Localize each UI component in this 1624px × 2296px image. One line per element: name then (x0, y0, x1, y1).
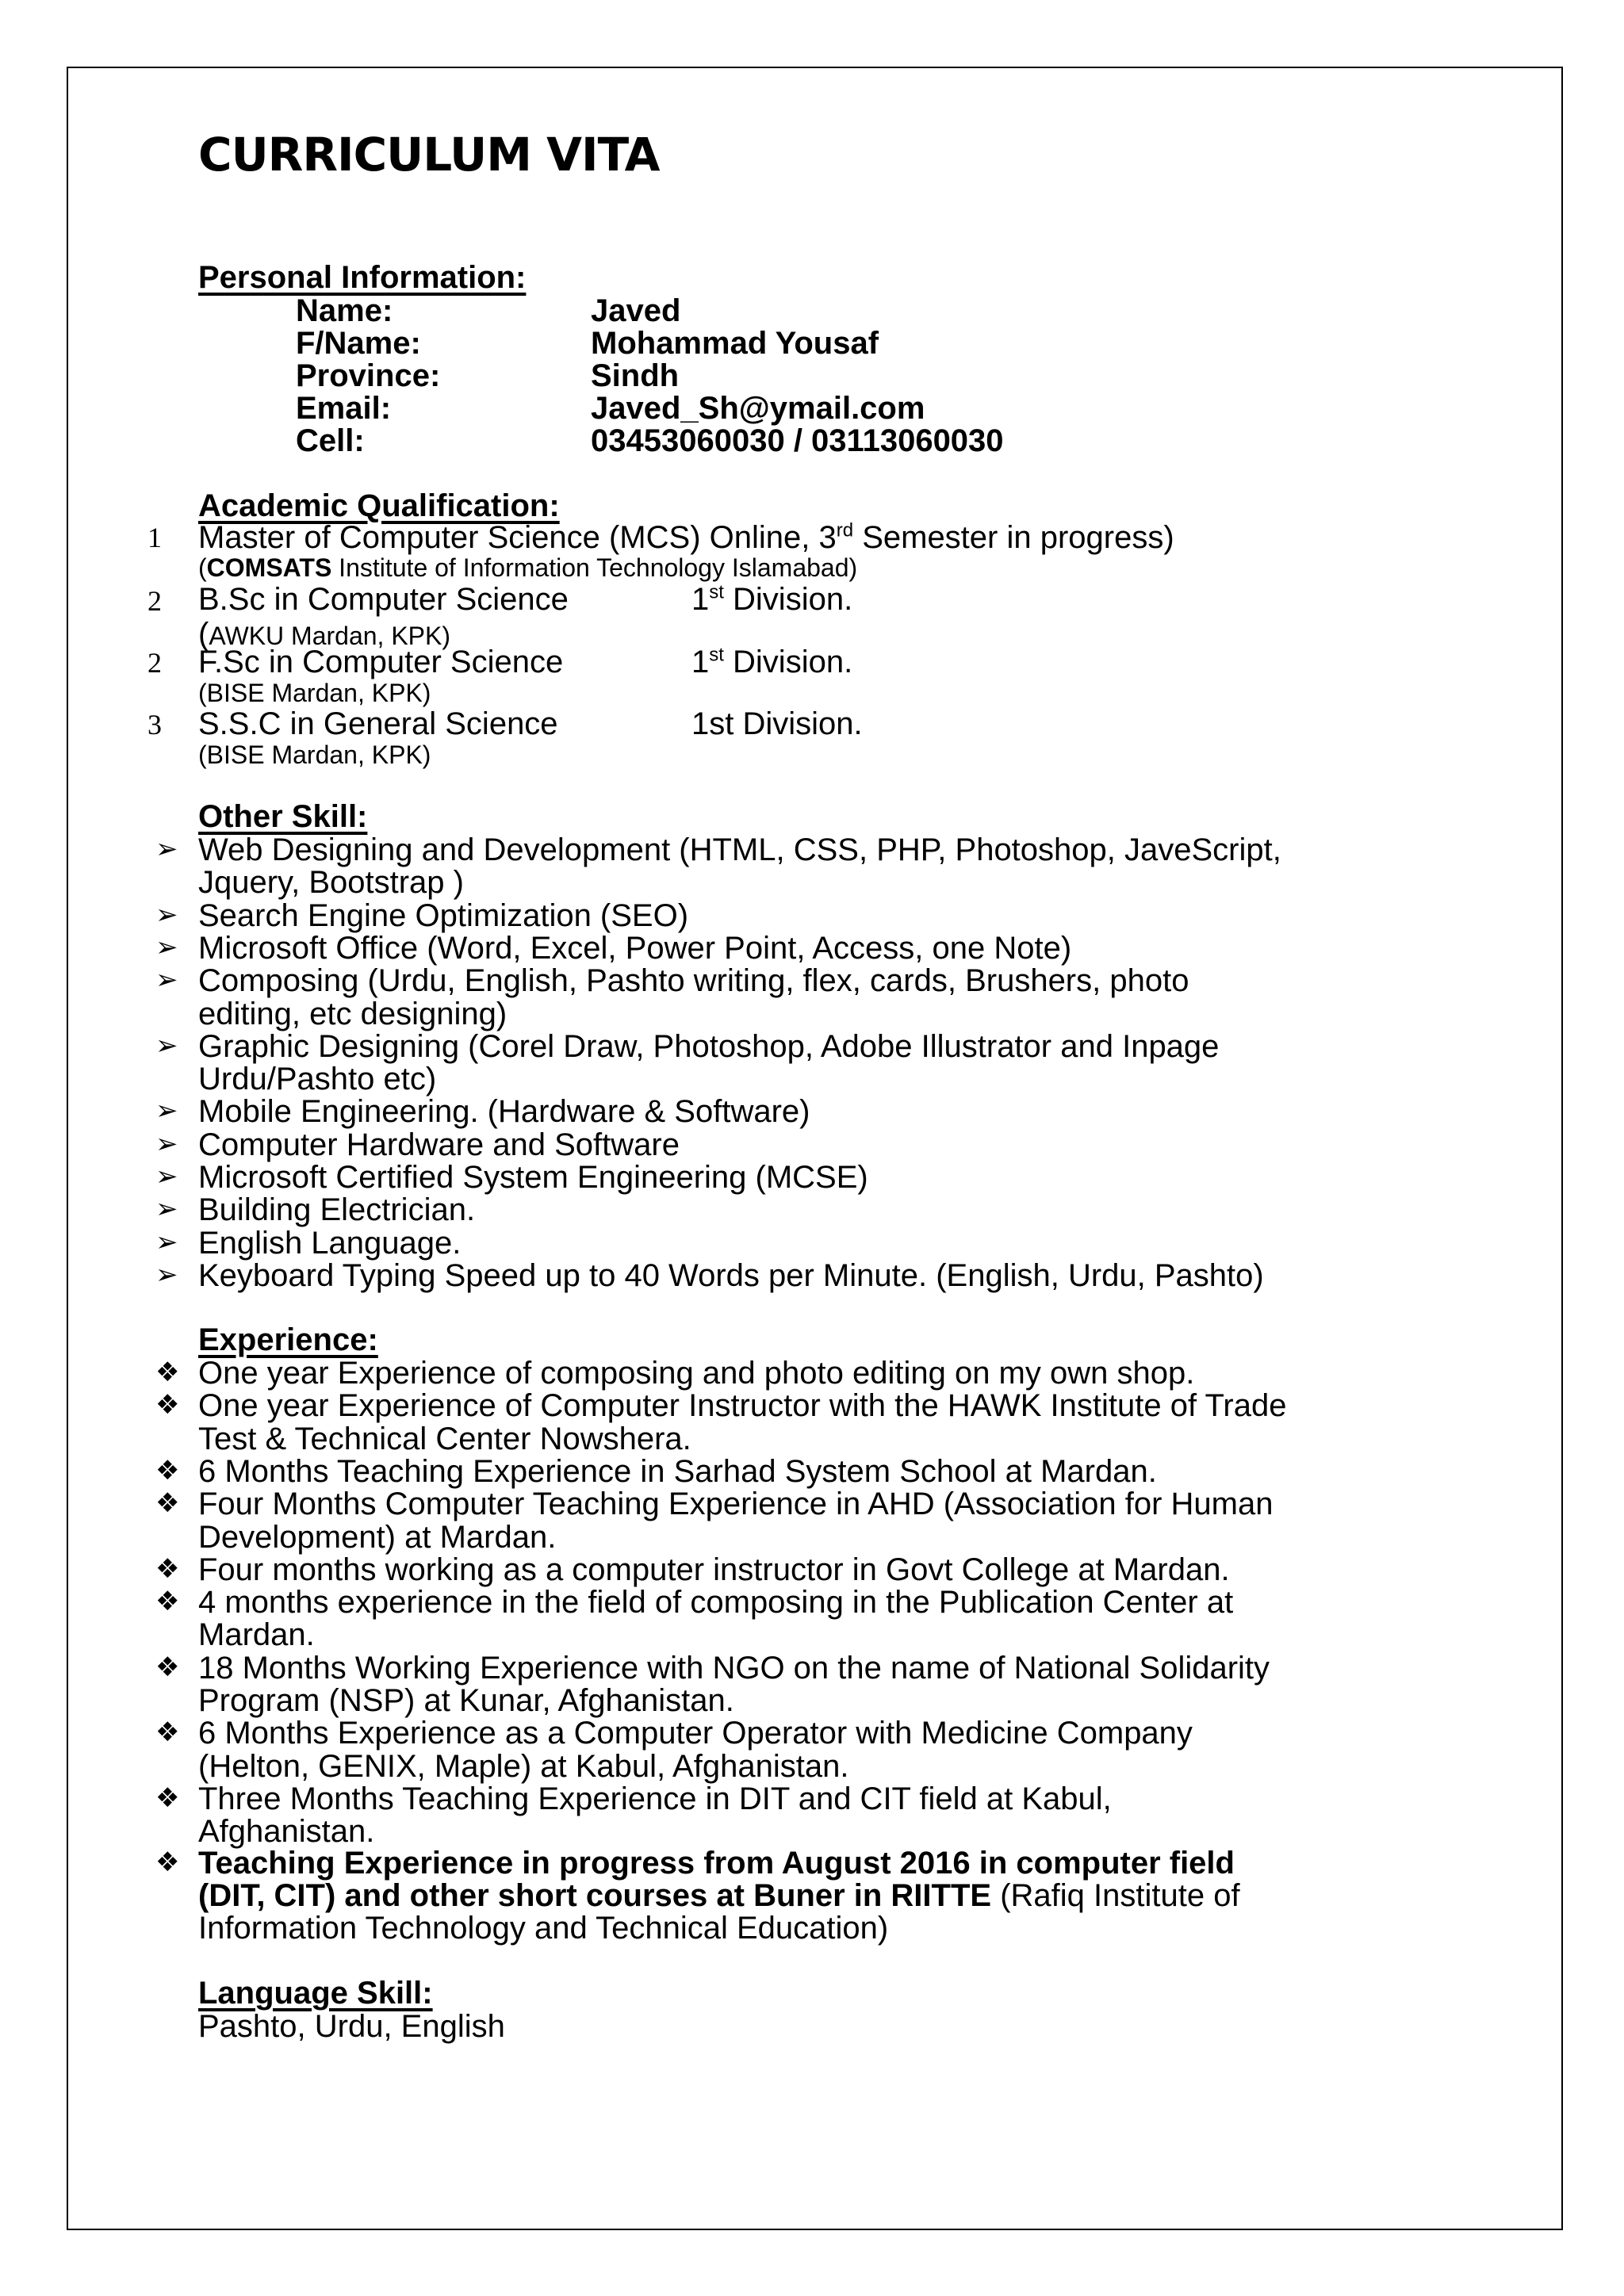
diamond-bullet-icon: ❖ (155, 1357, 180, 1388)
academic-item: F.Sc in Computer Science (198, 645, 564, 679)
province-label: Province: (296, 358, 441, 393)
skill-item: Web Designing and Development (HTML, CSS, PHP, Photoshop, JaveScript, (198, 832, 1281, 867)
arrow-bullet-icon: ➢ (155, 1161, 178, 1192)
experience-item: One year Experience of Computer Instructor with the HAWK Institute of Trade (198, 1388, 1287, 1424)
skill-item: Keyboard Typing Speed up to 40 Words per Minute. (English, Urdu, Pashto) (198, 1257, 1264, 1293)
arrow-bullet-icon: ➢ (155, 1127, 178, 1160)
academic-institute: (COMSATS Institute of Information Technology Islamabad) (198, 553, 858, 582)
experience-item: 18 Months Working Experience with NGO on the name of National Solidarity (198, 1650, 1270, 1686)
skill-item: Urdu/Pashto etc) (198, 1062, 437, 1097)
diamond-bullet-icon: ❖ (155, 1716, 180, 1749)
experience-item: 4 months experience in the field of composing in the Publication Center at (198, 1585, 1234, 1621)
personal-info-heading: Personal Information: (198, 260, 527, 295)
experience-current: Teaching Experience in progress from August 2016 in computer field (198, 1846, 1235, 1881)
arrow-bullet-icon: ➢ (155, 898, 178, 931)
diamond-bullet-icon: ❖ (155, 1846, 180, 1878)
experience-item: Three Months Teaching Experience in DIT and CIT field at Kabul, (198, 1781, 1112, 1816)
skill-item: Microsoft Certified System Engineering (MCSE) (198, 1160, 868, 1195)
document-title: CURRICULUM VITA (198, 128, 660, 182)
arrow-bullet-icon: ➢ (155, 1258, 178, 1291)
father-name-label: F/Name: (296, 326, 421, 361)
experience-item: 6 Months Experience as a Computer Operator with Medicine Company (198, 1716, 1193, 1751)
experience-item: (Helton, GENIX, Maple) at Kabul, Afghanistan. (198, 1748, 849, 1784)
experience-item: Four Months Computer Teaching Experience in AHD (Association for Human (198, 1487, 1274, 1522)
experience-item: Afghanistan. (198, 1814, 375, 1850)
skill-item: Search Engine Optimization (SEO) (198, 897, 689, 933)
academic-number: 2 (147, 647, 162, 679)
academic-item: B.Sc in Computer Science (198, 582, 569, 617)
skill-item: Building Electrician. (198, 1192, 476, 1228)
province-value: Sindh (591, 358, 680, 393)
experience-item: Mardan. (198, 1617, 315, 1653)
arrow-bullet-icon: ➢ (155, 931, 178, 963)
name-label: Name: (296, 293, 393, 328)
diamond-bullet-icon: ❖ (155, 1651, 180, 1683)
skill-item: Microsoft Office (Word, Excel, Power Point, Access, one Note) (198, 930, 1072, 966)
name-value: Javed (591, 293, 681, 328)
skill-item: editing, etc designing) (198, 996, 508, 1031)
cell-value: 03453060030 / 03113060030 (591, 423, 1004, 458)
academic-number: 1 (147, 522, 162, 553)
experience-item: 6 Months Teaching Experience in Sarhad System School at Mardan. (198, 1453, 1157, 1489)
cell-label: Cell: (296, 423, 365, 458)
experience-item: Test & Technical Center Nowshera. (198, 1421, 691, 1456)
experience-current-line2: (DIT, CIT) and other short courses at Buner in RIITTE (Rafiq Institute of (198, 1878, 1240, 1913)
arrow-bullet-icon: ➢ (155, 1029, 178, 1062)
academic-heading: Academic Qualification: (198, 488, 560, 523)
academic-institute: (BISE Mardan, KPK) (198, 679, 431, 707)
skill-item: Graphic Designing (Corel Draw, Photoshop, Adobe Illustrator and Inpage (198, 1028, 1220, 1064)
academic-institute: (AWKU Mardan, KPK) (198, 617, 450, 652)
academic-item: Master of Computer Science (MCS) Online, 3rd Semester in progress) (198, 519, 1174, 555)
academic-grade: 1st Division. (691, 581, 853, 617)
email-value: Javed_Sh@ymail.com (591, 391, 925, 426)
skill-item: English Language. (198, 1225, 462, 1261)
experience-item: One year Experience of composing and photo editing on my own shop. (198, 1356, 1195, 1391)
academic-number: 3 (147, 709, 162, 740)
academic-grade: 1st Division. (691, 644, 853, 679)
skills-heading: Other Skill: (198, 799, 368, 834)
experience-heading: Experience: (198, 1322, 378, 1357)
diamond-bullet-icon: ❖ (155, 1389, 180, 1422)
diamond-bullet-icon: ❖ (155, 1454, 180, 1487)
experience-item: Program (NSP) at Kunar, Afghanistan. (198, 1683, 734, 1718)
academic-number: 2 (147, 585, 162, 617)
experience-current-line3: Information Technology and Technical Education) (198, 1911, 889, 1946)
diamond-bullet-icon: ❖ (155, 1552, 180, 1585)
email-label: Email: (296, 391, 392, 426)
academic-grade: 1st Division. (691, 706, 863, 741)
diamond-bullet-icon: ❖ (155, 1487, 180, 1520)
experience-item: Development) at Mardan. (198, 1519, 557, 1555)
arrow-bullet-icon: ➢ (155, 964, 178, 997)
arrow-bullet-icon: ➢ (155, 1193, 178, 1226)
skill-item: Jquery, Bootstrap ) (198, 865, 464, 901)
arrow-bullet-icon: ➢ (155, 1226, 178, 1258)
diamond-bullet-icon: ❖ (155, 1781, 180, 1814)
arrow-bullet-icon: ➢ (155, 833, 178, 865)
father-name-value: Mohammad Yousaf (591, 326, 879, 361)
language-list: Pashto, Urdu, English (198, 2009, 505, 2044)
academic-item: S.S.C in General Science (198, 706, 558, 741)
academic-institute: (BISE Mardan, KPK) (198, 740, 431, 769)
language-heading: Language Skill: (198, 1976, 433, 2011)
skill-item: Mobile Engineering. (Hardware & Software) (198, 1094, 810, 1130)
arrow-bullet-icon: ➢ (155, 1095, 178, 1127)
skill-item: Computer Hardware and Software (198, 1127, 680, 1162)
diamond-bullet-icon: ❖ (155, 1586, 180, 1618)
experience-item: Four months working as a computer instructor in Govt College at Mardan. (198, 1552, 1230, 1587)
skill-item: Composing (Urdu, English, Pashto writing, flex, cards, Brushers, photo (198, 963, 1189, 999)
